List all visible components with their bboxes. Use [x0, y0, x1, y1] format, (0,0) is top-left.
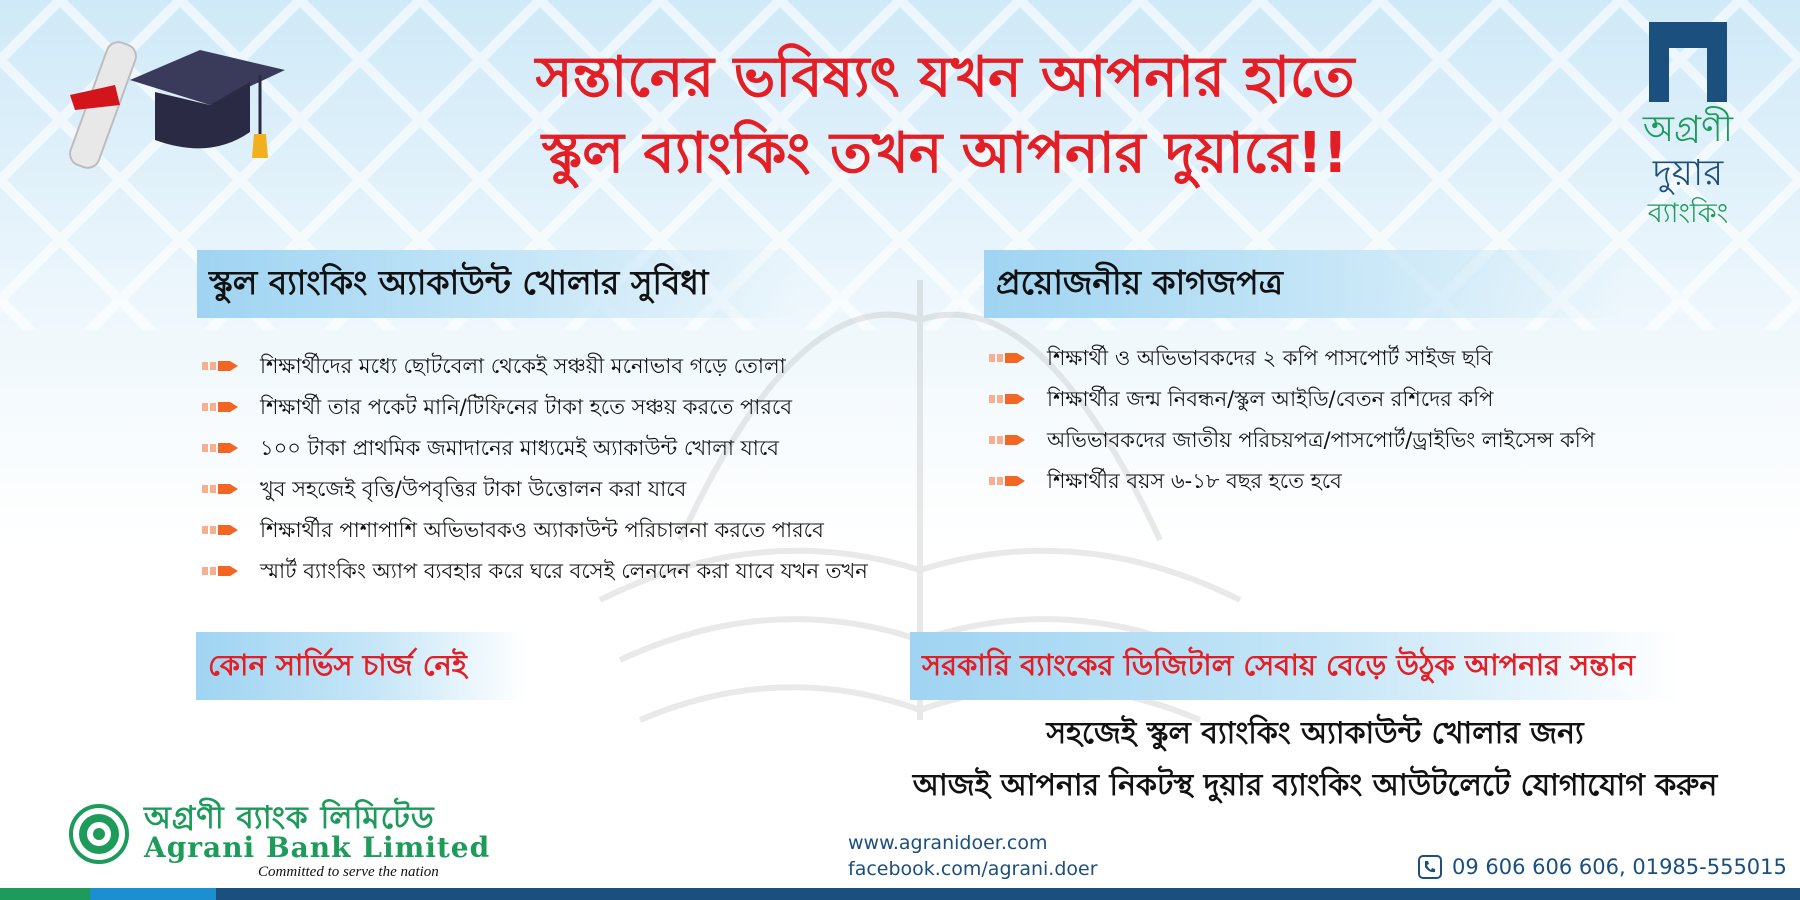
list-item: অভিভাবকদের জাতীয় পরিচয়পত্র/পাসপোর্ট/ড্রাইভিং লাইসেন্স কপি	[987, 426, 1767, 454]
list-item: শিক্ষার্থী ও অভিভাবকদের ২ কপি পাসপোর্ট সাইজ ছবি	[987, 344, 1767, 372]
benefits-list	[200, 352, 900, 598]
website-link[interactable]: www.agranidoer.com	[848, 832, 1048, 854]
arrow-bullet-icon	[987, 432, 1027, 448]
slogan-band	[910, 632, 1680, 700]
list-item: স্মার্ট ব্যাংকিং অ্যাপ ব্যবহার করে ঘরে বসেই লেনদেন করা যাবে যখন তখন	[200, 557, 900, 585]
list-item: শিক্ষার্থী তার পকেট মানি/টিফিনের টাকা হতে সঞ্চয় করতে পারবে	[200, 393, 900, 421]
phone-contact	[1418, 852, 1787, 882]
headline-line-1: সন্তানের ভবিষ্যৎ যখন আপনার হাতে	[535, 45, 1355, 110]
no-charge-label: কোন সার্ভিস চার্জ নেই	[208, 648, 467, 682]
agrani-bank-logo	[66, 800, 586, 880]
phone-icon	[1418, 855, 1442, 879]
bank-motto: Committed to serve the nation	[258, 864, 439, 880]
facebook-link[interactable]: facebook.com/agrani.doer	[848, 858, 1098, 880]
benefits-heading-band	[197, 250, 797, 318]
logo-word-3: ব্যাংকিং	[1647, 198, 1729, 229]
contact-line-2: আজই আপনার নিকটস্থ দুয়ার ব্যাংকিং আউটলেটে যোগাযোগ করুন	[912, 768, 1718, 803]
graduation-cap-icon	[60, 10, 300, 190]
agrani-emblem-icon	[66, 804, 132, 864]
slogan-label: সরকারি ব্যাংকের ডিজিটাল সেবায় বেড়ে উঠুক আপনার সন্তান	[922, 648, 1636, 682]
documents-heading-band	[984, 250, 1624, 318]
duar-banking-logo	[1640, 20, 1736, 232]
logo-word-1: অগ্রণী	[1642, 109, 1734, 150]
list-item: ১০০ টাকা প্রাথমিক জমাদানের মাধ্যমেই অ্যাকাউন্ট খোলা যাবে	[200, 434, 900, 462]
logo-word-2: দুয়ার	[1652, 153, 1724, 194]
contact-line-1: সহজেই স্কুল ব্যাংকিং অ্যাকাউন্ট খোলার জন্য	[1046, 716, 1584, 751]
list-item: শিক্ষার্থীর পাশাপাশি অভিভাবকও অ্যাকাউন্ট পরিচালনা করতে পারবে	[200, 516, 900, 544]
arrow-bullet-icon	[987, 391, 1027, 407]
headline	[440, 40, 1450, 192]
list-item: শিক্ষার্থীদের মধ্যে ছোটবেলা থেকেই সঞ্চয়ী মনোভাব গড়ে তোলা	[200, 352, 900, 380]
list-item: শিক্ষার্থীর জন্ম নিবন্ধন/স্কুল আইডি/বেতন রশিদের কপি	[987, 385, 1767, 413]
duar-banking-logo-icon	[1643, 20, 1733, 104]
phone-numbers[interactable]: 09 606 606 606, 01985-555015	[1452, 855, 1787, 879]
arrow-bullet-icon	[200, 440, 240, 456]
documents-list	[987, 344, 1767, 508]
arrow-bullet-icon	[987, 473, 1027, 489]
arrow-bullet-icon	[200, 481, 240, 497]
arrow-bullet-icon	[987, 350, 1027, 366]
bank-name-en: Agrani Bank Limited	[144, 831, 491, 864]
arrow-bullet-icon	[200, 563, 240, 579]
arrow-bullet-icon	[200, 358, 240, 374]
benefits-heading: স্কুল ব্যাংকিং অ্যাকাউন্ট খোলার সুবিধা	[209, 263, 709, 302]
contact-message	[890, 708, 1740, 812]
diploma-scroll-icon	[67, 39, 140, 171]
bank-name-bn: অগ্রণী ব্যাংক লিমিটেড	[144, 800, 435, 836]
headline-line-2: স্কুল ব্যাংকিং তখন আপনার দুয়ারে!!	[541, 121, 1349, 186]
web-links	[848, 830, 1098, 882]
arrow-bullet-icon	[200, 399, 240, 415]
no-charge-band	[196, 632, 526, 700]
documents-heading: প্রয়োজনীয় কাগজপত্র	[996, 263, 1283, 302]
list-item: খুব সহজেই বৃত্তি/উপবৃত্তির টাকা উত্তোলন করা যাবে	[200, 475, 900, 503]
list-item: শিক্ষার্থীর বয়স ৬-১৮ বছর হতে হবে	[987, 467, 1767, 495]
arrow-bullet-icon	[200, 522, 240, 538]
bottom-color-bar	[0, 888, 1800, 900]
